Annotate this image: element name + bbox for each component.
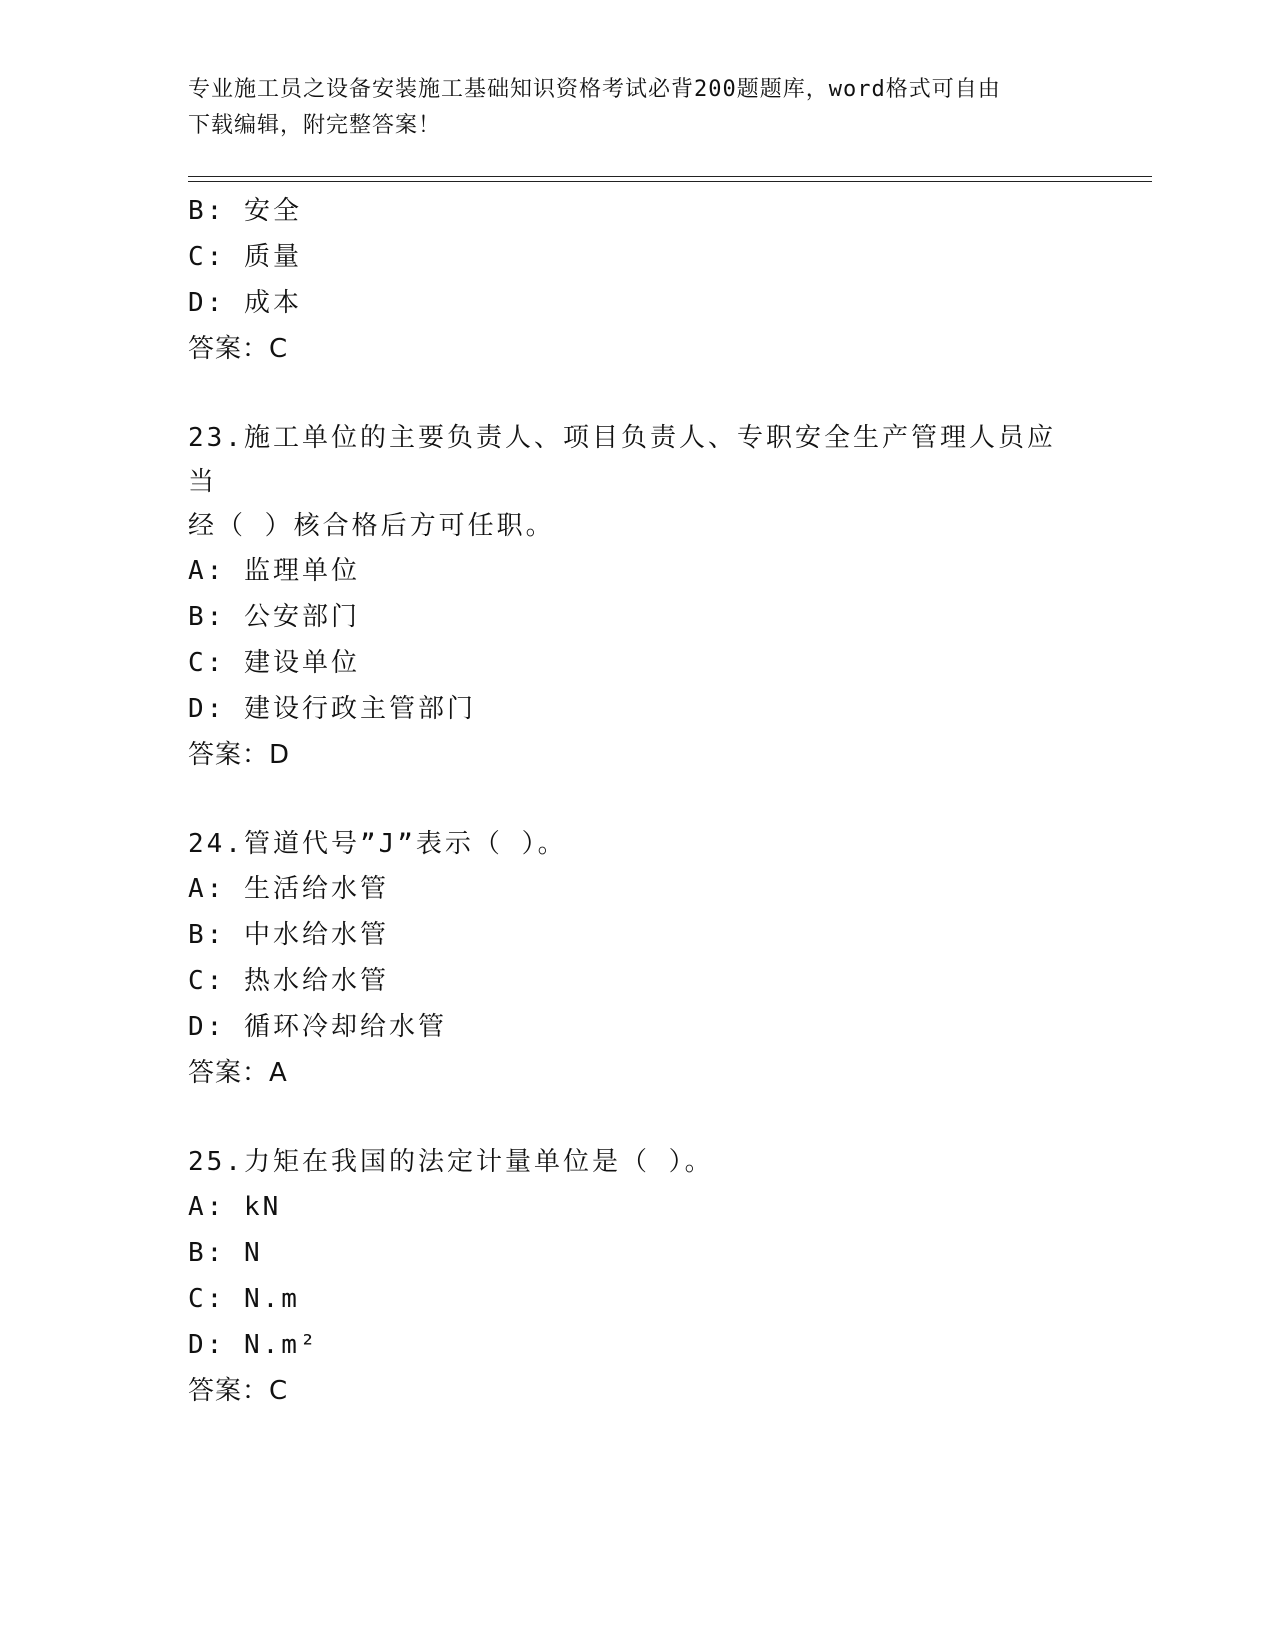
option-text: N.m² (243, 1330, 319, 1360)
option-label: B: (188, 196, 226, 226)
option-text: 监理单位 (243, 556, 360, 586)
question-stem-line-1: 25.力矩在我国的法定计量单位是（ ）。 (188, 1147, 714, 1177)
option-a (188, 866, 1088, 912)
header-line-1: 专业施工员之设备安装施工基础知识资格考试必背200题题库，word格式可自由 (188, 77, 1001, 102)
option-label: D: (188, 288, 226, 318)
answer-line: 答案：C (188, 1376, 289, 1406)
option-d (188, 686, 1088, 732)
option-label: B: (188, 920, 226, 950)
option-c (188, 1276, 1088, 1322)
option-label: C: (188, 242, 226, 272)
option-text: 安全 (243, 196, 302, 226)
question-stem-line-1: 23.施工单位的主要负责人、项目负责人、专职安全生产管理人员应当 (188, 423, 1056, 497)
question-list (188, 188, 1088, 1414)
question-stem (188, 1140, 1058, 1184)
option-c (188, 958, 1088, 1004)
option-b (188, 1230, 1088, 1276)
answer-line: 答案：C (188, 334, 289, 364)
option-label: A: (188, 556, 226, 586)
option-label: D: (188, 1012, 226, 1042)
option-text: 建设行政主管部门 (243, 694, 476, 724)
question-stem (188, 822, 1058, 866)
header-divider-top (188, 176, 1152, 177)
document-header (188, 72, 1068, 144)
option-b (188, 188, 1088, 234)
option-label: A: (188, 1192, 226, 1222)
option-text: 中水给水管 (243, 920, 389, 950)
question-stem-line-1: 24.管道代号”J”表示（ ）。 (188, 829, 567, 859)
option-text: 循环冷却给水管 (243, 1012, 447, 1042)
answer-line: 答案：A (188, 1058, 288, 1088)
question-stem (188, 416, 1058, 548)
option-text: kN (243, 1192, 282, 1222)
option-text: 热水给水管 (243, 966, 389, 996)
option-label: D: (188, 1330, 226, 1360)
option-label: B: (188, 1238, 226, 1268)
option-a (188, 548, 1088, 594)
header-line-2: 下载编辑，附完整答案！ (188, 113, 442, 138)
option-d (188, 1004, 1088, 1050)
option-label: A: (188, 874, 226, 904)
question-23 (188, 416, 1088, 778)
option-label: C: (188, 966, 226, 996)
option-text: 质量 (243, 242, 302, 272)
option-text: 成本 (243, 288, 302, 318)
option-label: C: (188, 1284, 226, 1314)
question-25 (188, 1140, 1088, 1414)
option-d (188, 1322, 1088, 1368)
option-text: 公安部门 (243, 602, 360, 632)
option-text: 建设单位 (243, 648, 360, 678)
option-d (188, 280, 1088, 326)
option-label: C: (188, 648, 226, 678)
option-b (188, 912, 1088, 958)
option-text: N (243, 1238, 263, 1268)
question-24 (188, 822, 1088, 1096)
answer-line: 答案：D (188, 740, 291, 770)
header-divider-bottom (188, 181, 1152, 182)
option-c (188, 234, 1088, 280)
question-stem-line-2: 经（ ）核合格后方可任职。 (188, 511, 555, 541)
option-text: N.m (243, 1284, 300, 1314)
option-b (188, 594, 1088, 640)
option-label: D: (188, 694, 226, 724)
option-text: 生活给水管 (243, 874, 389, 904)
option-label: B: (188, 602, 226, 632)
option-c (188, 640, 1088, 686)
question-22-continued (188, 188, 1088, 372)
option-a (188, 1184, 1088, 1230)
